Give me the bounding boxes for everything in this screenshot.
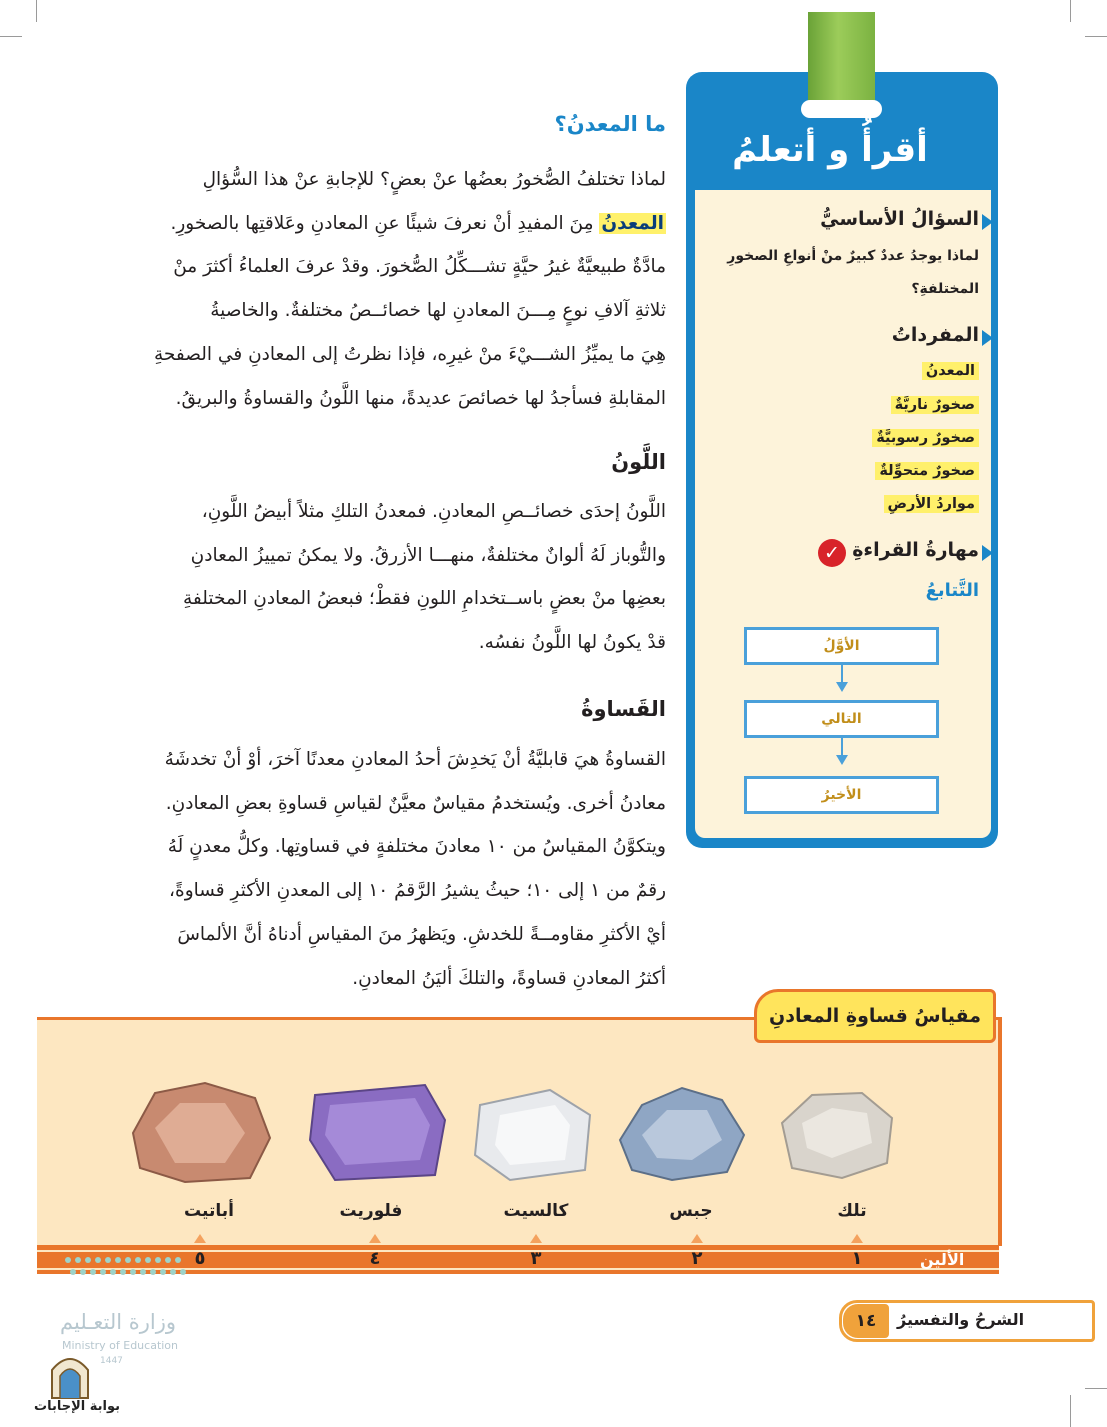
calcite-image <box>470 1085 600 1185</box>
vocab-item: صخورٌ ناريَّةٌ <box>891 396 979 414</box>
intro-line: ثلاثةِ آلافِ نوعٍ مِـــنَ المعادنِ لها خصائــصُ مختلفةٌ. والخاصيةُ <box>210 300 666 322</box>
checkmark-icon: ✓ <box>818 539 846 567</box>
scale-number: ٥ <box>194 1248 206 1269</box>
crop-mark <box>36 0 37 22</box>
intro-line: مادَّةٌ طبيعيَّةٌ غيرُ حيَّةٍ تشـــكِّلُ الصُّخورَ. وقدْ عرفَ العلماءُ أكثرَ منْ <box>173 256 666 278</box>
scale-marker <box>369 1234 381 1243</box>
fluorite-image <box>305 1080 453 1185</box>
vocab-item: صخورٌ متحوِّلةٌ <box>875 462 979 480</box>
term-highlight: المعدنُ <box>601 212 664 234</box>
scale-marker <box>691 1234 703 1243</box>
bullet-triangle-icon <box>982 330 993 346</box>
mineral-name-fluorite: فلوريت <box>339 1201 403 1221</box>
bullet-triangle-icon <box>982 545 993 561</box>
section-heading-hardness: القَساوةُ <box>581 697 666 721</box>
vocabulary-heading: المفرداتُ <box>891 324 979 346</box>
sidebar-title: أقرأُ و أتعلمُ <box>732 130 928 170</box>
essential-question-heading: السؤالُ الأساسيُّ <box>820 208 979 230</box>
section-heading-mineral: ما المعدنُ؟ <box>554 112 666 136</box>
essential-question-text: لماذا يوجدُ عددٌ كبيرٌ منْ أنواعِ الصخورِ المختلفةِ؟ <box>727 248 979 297</box>
hardness-scale-title: مقياسُ قساوةِ المعادنِ <box>754 989 996 1043</box>
scale-number: ١ <box>851 1248 863 1269</box>
intro-paragraph <box>136 158 666 420</box>
vocab-item: المعدنُ <box>922 362 979 380</box>
ribbon-notch <box>801 100 882 118</box>
scale-softest-label: الألين <box>920 1250 965 1269</box>
vocab-item: مواردُ الأرضِ <box>884 495 980 513</box>
ministry-year: 1447 <box>100 1356 123 1366</box>
apatite-image <box>125 1078 275 1186</box>
hardness-line: رقمٌ من ١ إلى ١٠؛ حيثُ يشيرُ الرَّقمُ ١٠ إلى المعدنِ الأكثرِ قساوةً، <box>169 880 666 902</box>
mineral-name-gypsum: جبس <box>669 1201 713 1221</box>
color-line: والتُّوباز لَهُ ألوانٌ مختلفةٌ، منهـــا الأزرقُ. ولا يمكنُ تمييزُ المعادنِ <box>190 544 666 566</box>
sequence-box-next: التالي <box>744 700 939 738</box>
color-line: اللَّونُ إحدَى خصائــصِ المعادنِ. فمعدنُ التلكِ مثلاً أبيضُ اللَّونِ، <box>201 501 666 522</box>
arrow-line <box>841 665 843 683</box>
intro-line: المعدنُ مِنَ المفيدِ أنْ نعرفَ شيئًا عنِ المعادنِ وعَلاقتِها بالصخورِ. <box>170 212 664 234</box>
intro-line: المقابلةِ فسأجدُ لها خصائصَ عديدةً، منها اللَّونُ والقساوةُ والبريقُ. <box>175 387 666 409</box>
crop-mark <box>1070 0 1071 22</box>
hardness-line: ويتكوَّنُ المقياسُ من ١٠ معادنَ مختلفةٍ في قساوتِها. وكلُّ معدنٍ لَهُ <box>167 836 666 858</box>
intro-line: هِيَ ما يميِّزُ الشـــيْءَ منْ غيرِه، فإذا نظرتُ إلى المعادنِ في الصفحةِ <box>154 343 666 365</box>
hardness-line: القساوةُ هيَ قابليَّةُ أنْ يَخدِشَ أحدُ المعادنِ معدنًا آخرَ، أوْ أنْ تخدشَهُ <box>164 749 666 770</box>
footer-section-label: الشرحُ والتفسيرُ <box>897 1310 1025 1329</box>
crop-mark <box>1070 1395 1071 1427</box>
crop-mark <box>1085 36 1107 37</box>
arrow-down-icon <box>836 755 848 765</box>
scale-number: ٢ <box>691 1248 703 1269</box>
scale-number: ٤ <box>369 1248 381 1269</box>
hardness-line: معادنُ أخرى. ويُستخدمُ مقياسٌ معيَّنٌ لقياسِ قساوةِ بعضِ المعادنِ. <box>165 792 666 814</box>
bullet-triangle-icon <box>982 214 993 230</box>
hardness-paragraph <box>136 738 666 1000</box>
reading-skill-name: التَّتابعُ <box>925 580 979 601</box>
scale-number: ٣ <box>530 1248 542 1269</box>
crop-mark <box>0 36 22 37</box>
mineral-name-apatite: أباتيت <box>184 1201 234 1221</box>
scale-marker <box>194 1234 206 1243</box>
color-line: قدْ يكونُ لها اللَّونُ نفسُه. <box>478 632 666 654</box>
color-line: بعضِها منْ بعضٍ باســتخدامِ اللونِ فقطْ؛ فبعضُ المعادنِ المختلفةِ <box>183 588 666 610</box>
arrow-down-icon <box>836 682 848 692</box>
talc-image <box>772 1083 900 1183</box>
gate-logo-icon <box>48 1350 92 1400</box>
scale-marker <box>530 1234 542 1243</box>
section-heading-color: اللَّونُ <box>611 450 666 474</box>
mineral-name-talc: تلك <box>837 1201 867 1221</box>
ministry-name-english: Ministry of Education <box>62 1339 179 1352</box>
color-paragraph <box>136 490 666 665</box>
page-number: ١٤ <box>843 1304 889 1338</box>
arrow-line <box>841 738 843 756</box>
ministry-logo-icon <box>62 1252 202 1292</box>
reading-skill-heading: مهارةُ القراءةِ <box>852 539 979 561</box>
sequence-box-first: الأوَّلُ <box>744 627 939 665</box>
site-logo-label: بوابة الإجابات <box>34 1399 120 1414</box>
mineral-name-calcite: كالسيت <box>503 1201 569 1221</box>
scale-marker <box>851 1234 863 1243</box>
hardness-line: أيْ الأكثرِ مقاومــةً للخدشِ. ويَظهرُ منَ المقياسِ أدناهُ أنَّ الألماسَ <box>177 923 666 945</box>
hardness-line: أكثرُ المعادنِ قساوةً، والتلكَ أليَنُ المعادنِ. <box>352 967 666 989</box>
ministry-name-arabic: وزارة التعـليم <box>60 1310 177 1334</box>
intro-line: لماذا تختلفُ الصُّخورُ بعضُها عنْ بعضٍ؟ للإجابةِ عنْ هذا السُّؤالِ <box>202 169 666 190</box>
vocab-item: صخورٌ رسوبيَّةٌ <box>872 429 979 447</box>
sequence-box-last: الأخيرُ <box>744 776 939 814</box>
gypsum-image <box>612 1080 750 1185</box>
crop-mark <box>1085 1388 1107 1389</box>
